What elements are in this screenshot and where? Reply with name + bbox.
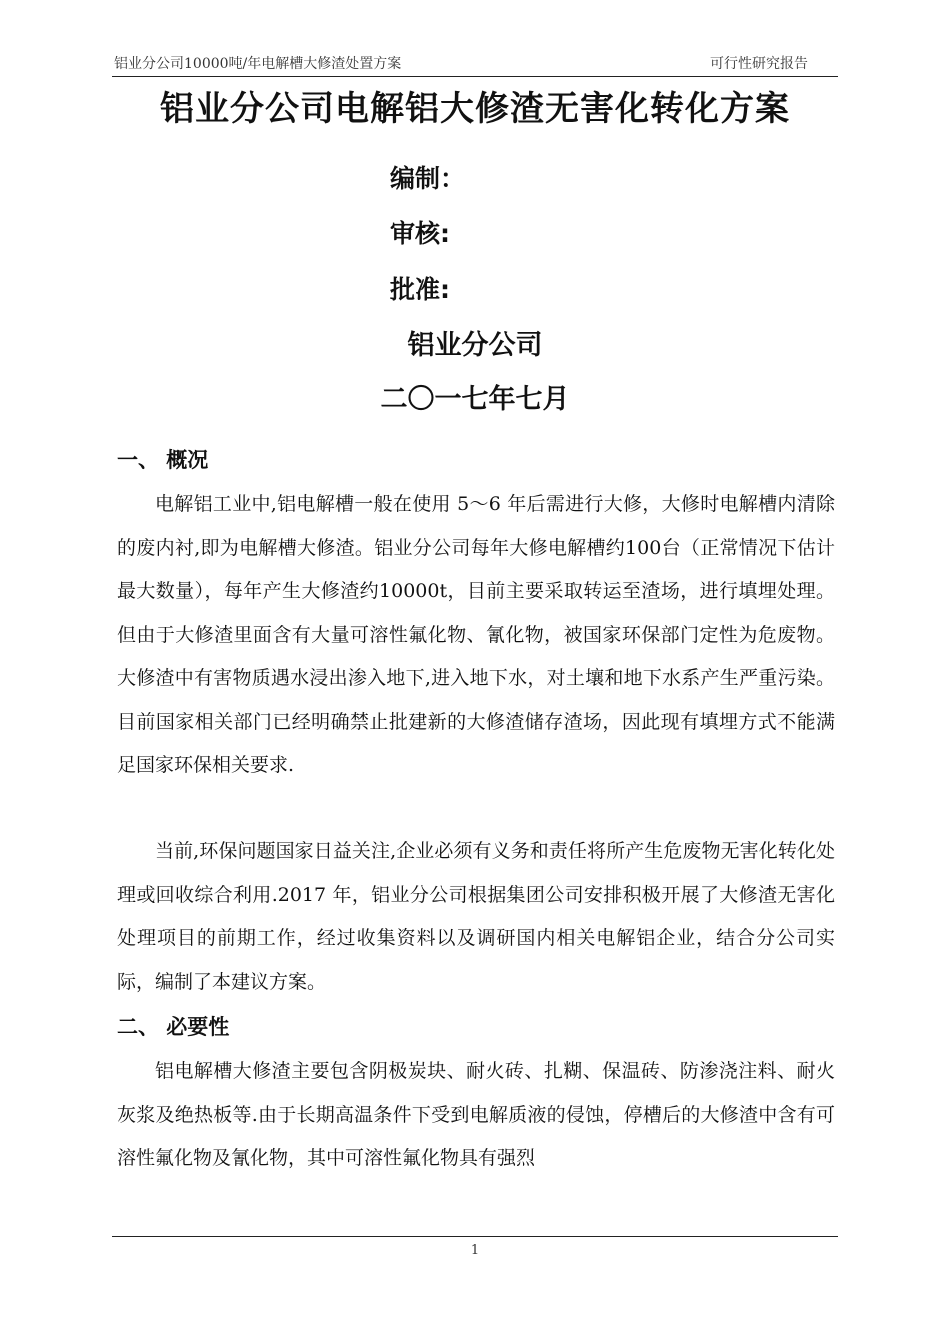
page-number: 1 [470, 1243, 480, 1258]
section-heading-necessity: 二、 必要性 [117, 1015, 230, 1039]
section-heading-overview: 一、 概况 [117, 448, 209, 472]
approve-line: 批准: [390, 275, 450, 304]
footer-divider [112, 1236, 838, 1237]
review-line: 审核: [390, 219, 450, 248]
compile-line: 编制： [390, 164, 466, 193]
header-right-text: 可行性研究报告 [710, 56, 808, 72]
header-left-text: 铝业分公司10000吨/年电解槽大修渣处置方案 [114, 56, 402, 72]
overview-paragraph-2: 当前,环保问题国家日益关注,企业必须有义务和责任将所产生危废物无害化转化处理或回收综合利用.2017 年，铝业分公司根据集团公司安排积极开展了大修渣无害化处理项目的前期工作，经过收集资料以及调研国内相关电解铝企业，结合分公司实际，编制了本建议方案。 [117, 840, 835, 993]
document-title: 铝业分公司电解铝大修渣无害化转化方案 [160, 89, 790, 129]
document-date: 二〇一七年七月 [380, 384, 570, 415]
necessity-paragraph-1: 铝电解槽大修渣主要包含阴极炭块、耐火砖、扎糊、保温砖、防渗浇注料、耐火灰浆及绝热板等.由于长期高温条件下受到电解质液的侵蚀，停槽后的大修渣中含有可溶性氟化物及氰化物，其中可溶性氟化物具有强烈 [117, 1060, 835, 1169]
overview-paragraph-1: 电解铝工业中,铝电解槽一般在使用 5～6 年后需进行大修，大修时电解槽内清除的废内衬,即为电解槽大修渣。铝业分公司每年大修电解槽约100台（正常情况下估计最大数量），每年产生大修渣约10000t，目前主要采取转运至渣场，进行填埋处理。但由于大修渣里面含有大量可溶性氟化物、氰化物，被国家环保部门定性为危废物。大修渣中有害物质遇水浸出渗入地下,进入地下水，对土壤和地下水系产生严重污染。目前国家相关部门已经明确禁止批建新的大修渣储存渣场，因此现有填埋方式不能满足国家环保相关要求. [117, 493, 835, 776]
organization-name: 铝业分公司 [407, 330, 543, 361]
page-header [112, 54, 838, 77]
